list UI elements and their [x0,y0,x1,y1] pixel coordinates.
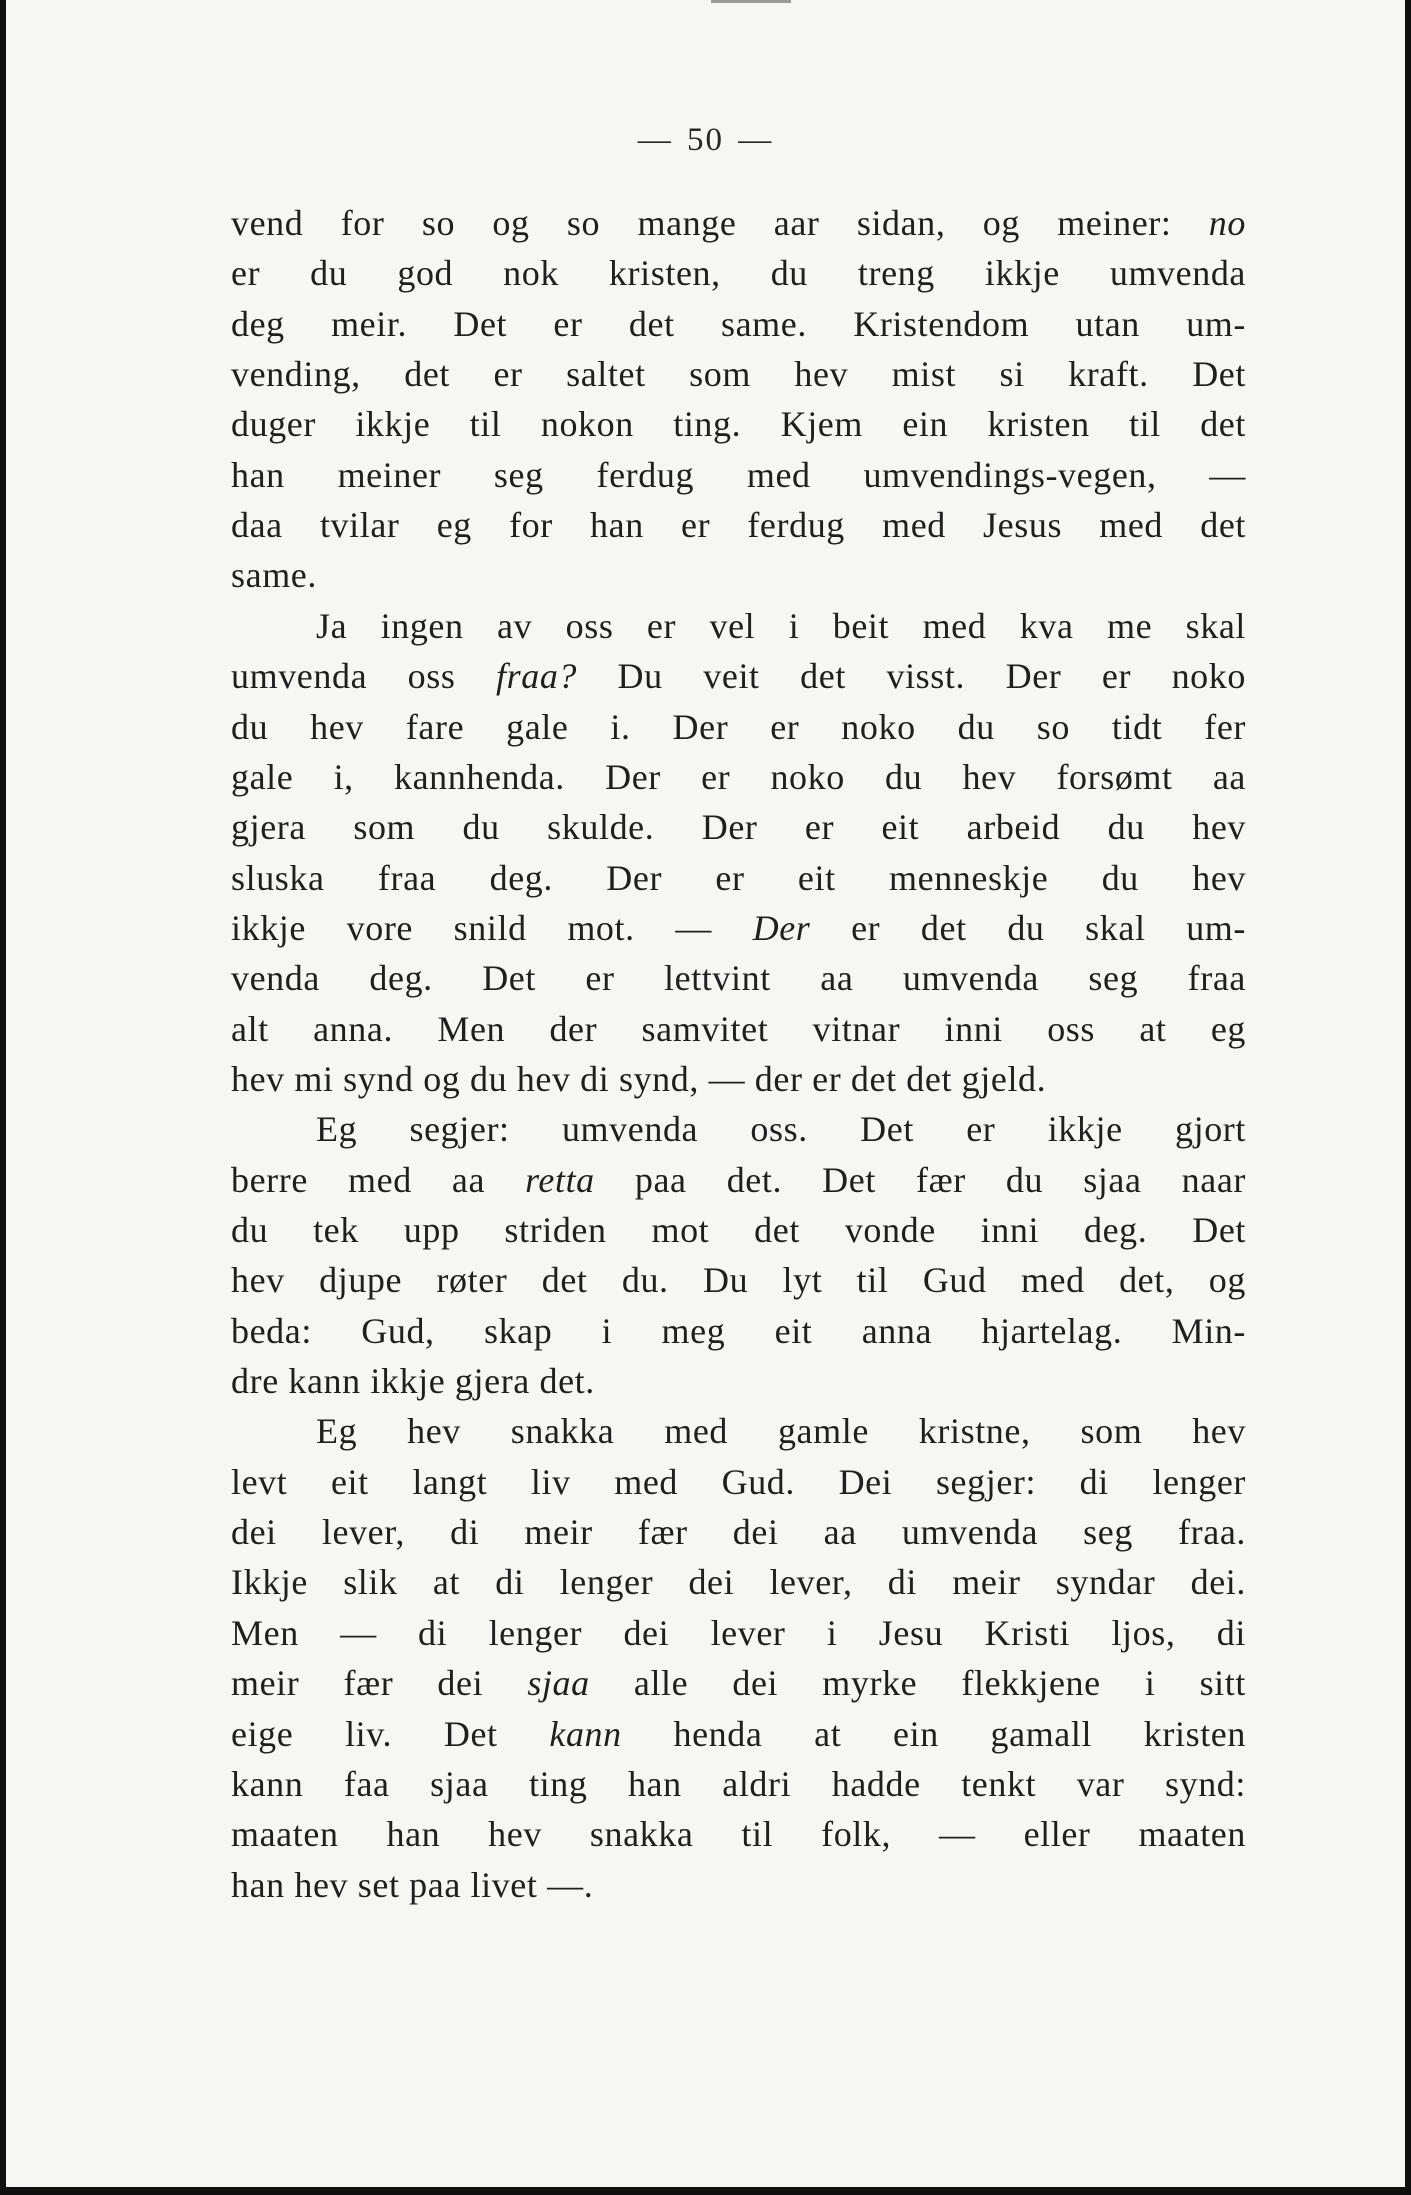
text-line [231,853,1246,903]
text-segment: same. [231,555,317,596]
text-line [231,500,1246,550]
text-line [316,601,1246,651]
text-segment: meir fær dei [231,1663,528,1704]
text-segment: dre kann ikkje gjera det. [231,1361,595,1402]
text-line [231,450,1246,500]
text-line [231,1306,1246,1356]
text-line [231,1608,1246,1658]
text-segment: Du veit det visst. Der er noko [577,656,1246,697]
text-line [231,953,1246,1003]
text-segment: Men — di lenger dei lever i Jesu Kristi ljos, di [231,1612,1246,1653]
text-segment: umvenda oss [231,656,497,697]
text-segment: Eg segjer: umvenda oss. Det er ikkje gjort [316,1109,1246,1150]
text-segment: alle dei myrke flekkjene i sitt [589,1663,1246,1704]
text-segment: daa tvilar eg for han er ferdug med Jesus med det [231,505,1246,546]
text-line [231,1004,1246,1054]
text-segment: venda deg. Det er lettvint aa umvenda seg fraa [231,958,1246,999]
page-number: — 50 — [637,122,774,158]
text-line [231,399,1246,449]
italic-text: Der [752,907,811,948]
text-segment: ikkje vore snild mot. — [231,907,753,948]
text-segment: hev djupe røter det du. Du lyt til Gud med det, og [231,1260,1246,1301]
italic-text: retta [525,1159,595,1200]
scan-edge-mark [711,0,791,3]
text-segment: vend for so og so mange aar sidan, og meiner: [231,203,1209,243]
text-segment: er du god nok kristen, du treng ikkje umvenda [231,253,1246,294]
text-segment: er det du skal um- [810,907,1246,948]
text-line [316,1104,1246,1154]
book-page [6,0,1405,2187]
text-segment: levt eit langt liv med Gud. Dei segjer: di lenger [231,1461,1246,1502]
text-segment: han hev set paa livet —. [231,1864,594,1905]
text-segment: Eg hev snakka med gamle kristne, som hev [316,1411,1246,1452]
text-line [316,1406,1246,1456]
text-segment: alt anna. Men der samvitet vitnar inni oss at eg [231,1008,1246,1049]
text-line [231,198,1246,248]
text-line [231,1205,1246,1255]
text-segment: sluska fraa deg. Der er eit menneskje du hev [231,857,1246,898]
text-line [231,248,1246,298]
text-line [231,702,1246,752]
text-segment: duger ikkje til nokon ting. Kjem ein kristen til det [231,404,1246,445]
text-segment: gjera som du skulde. Der er eit arbeid du hev [231,807,1246,848]
text-line [231,1356,1246,1406]
text-line [231,1860,1246,1910]
text-line [231,1155,1246,1205]
text-segment: kann faa sjaa ting han aldri hadde tenkt var synd: [231,1763,1246,1804]
text-segment: henda at ein gamall kristen [621,1713,1246,1754]
text-segment: dei lever, di meir fær dei aa umvenda seg fraa. [231,1512,1246,1553]
text-segment: du hev fare gale i. Der er noko du so tidt fer [231,706,1246,747]
text-line [231,1054,1246,1104]
text-segment: beda: Gud, skap i meg eit anna hjartelag. Min- [231,1310,1246,1351]
text-line [231,550,1246,600]
text-line [231,1457,1246,1507]
text-line [231,1658,1246,1708]
text-segment: eige liv. Det [231,1713,550,1754]
text-line [231,1507,1246,1557]
text-segment: han meiner seg ferdug med umvendings-vegen, — [231,454,1246,495]
text-line [231,1557,1246,1607]
text-segment: Ikkje slik at di lenger dei lever, di meir syndar dei. [231,1562,1246,1603]
text-line [231,1809,1246,1859]
italic-text: sjaa [527,1663,590,1704]
text-segment: paa det. Det fær du sjaa naar [594,1159,1246,1200]
text-segment: maaten han hev snakka til folk, — eller maaten [231,1814,1246,1855]
text-line [231,802,1246,852]
text-line [231,903,1246,953]
text-line [231,651,1246,701]
italic-text: no [1208,203,1246,243]
text-segment: Ja ingen av oss er vel i beit med kva me skal [316,605,1246,646]
text-segment: du tek upp striden mot det vonde inni deg. Det [231,1210,1246,1250]
body-text [6,198,1405,1958]
text-line [231,1759,1246,1809]
text-line [231,752,1246,802]
text-line [231,1709,1246,1759]
text-segment: hev mi synd og du hev di synd, — der er det det gjeld. [231,1058,1047,1099]
text-line [231,299,1246,349]
text-segment: deg meir. Det er det same. Kristendom utan um- [231,303,1246,344]
text-segment: berre med aa [231,1159,526,1200]
text-line [231,1255,1246,1305]
text-segment: vending, det er saltet som hev mist si kraft. Det [231,354,1246,395]
text-segment: gale i, kannhenda. Der er noko du hev forsømt aa [231,756,1246,797]
text-line [231,349,1246,399]
italic-text: kann [549,1713,622,1754]
italic-text: fraa? [496,656,578,697]
